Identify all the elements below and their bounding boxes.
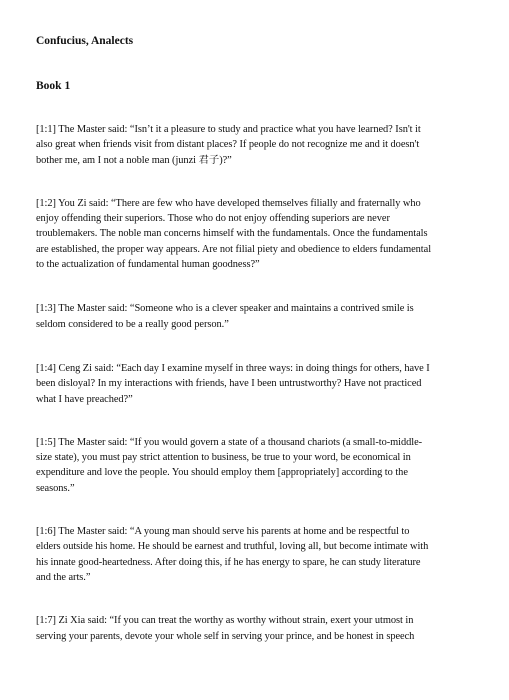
- passage-line: seldom considered to be a really good person.”: [36, 318, 229, 330]
- passage-line: [1:4] Ceng Zi said: “Each day I examine myself in three ways: in doing things for others, have I: [36, 362, 430, 374]
- passage-line: [1:3] The Master said: “Someone who is a clever speaker and maintains a contrived smile is: [36, 303, 414, 315]
- passage-1-6: [36, 524, 484, 585]
- passage-line: elders outside his home. He should be earnest and truthful, loving all, but become intimate with: [36, 541, 429, 553]
- passage-line: been disloyal? In my interactions with friends, have I been untrustworthy? Have not practiced: [36, 378, 422, 390]
- document-page: [36, 34, 484, 644]
- book-heading: Book 1: [36, 80, 71, 92]
- passage-1-7: [36, 613, 484, 644]
- passage-line: expenditure and love the people. You should employ them [appropriately] according to the: [36, 467, 408, 479]
- passage-line: also great when friends visit from distant places? If people do not recognize me and it doesn't: [36, 139, 420, 151]
- passage-line: [1:6] The Master said: “A young man should serve his parents at home and be respectful to: [36, 526, 410, 538]
- passage-line: troublemakers. The noble man concerns himself with the fundamentals. Once the fundamentals: [36, 228, 428, 240]
- passage-line: enjoy offending their superiors. Those who do not enjoy offending superiors are never: [36, 213, 390, 225]
- passage-line: [1:1] The Master said: “Isn’t it a pleasure to study and practice what you have learned? Isn't it: [36, 124, 421, 135]
- passage-line: serving your parents, devote your whole self in serving your prince, and be honest in speech: [36, 630, 415, 642]
- passage-line: size state), you must pay strict attention to business, be true to your word, be economical in: [36, 452, 411, 464]
- document-title: Confucius, Analects: [36, 35, 134, 47]
- passage-line: bother me, am I not a noble man (junzi 君子)?”: [36, 154, 232, 166]
- passage-line: are established, the proper way appears. Are not filial piety and obedience to elders fundamental: [36, 243, 432, 255]
- passage-line: [1:5] The Master said: “If you would govern a state of a thousand chariots (a small-to-middle-: [36, 436, 423, 448]
- passage-1-4: [36, 361, 484, 407]
- passage-1-3: [36, 301, 484, 332]
- passage-line: and the arts.”: [36, 571, 91, 583]
- passage-line: what I have preached?”: [36, 393, 133, 405]
- passage-line: his innate good-heartedness. After doing this, if he has energy to spare, he can study literature: [36, 556, 421, 568]
- passage-line: to the actualization of fundamental human goodness?”: [36, 259, 260, 271]
- passage-line: [1:2] You Zi said: “There are few who have developed themselves filially and fraternally who: [36, 197, 421, 209]
- passage-line: [1:7] Zi Xia said: “If you can treat the worthy as worthy without strain, exert your utmost in: [36, 615, 414, 627]
- passage-1-1: [36, 122, 484, 168]
- passage-1-2: [36, 196, 484, 272]
- passage-line: seasons.”: [36, 482, 75, 494]
- passage-1-5: [36, 435, 484, 496]
